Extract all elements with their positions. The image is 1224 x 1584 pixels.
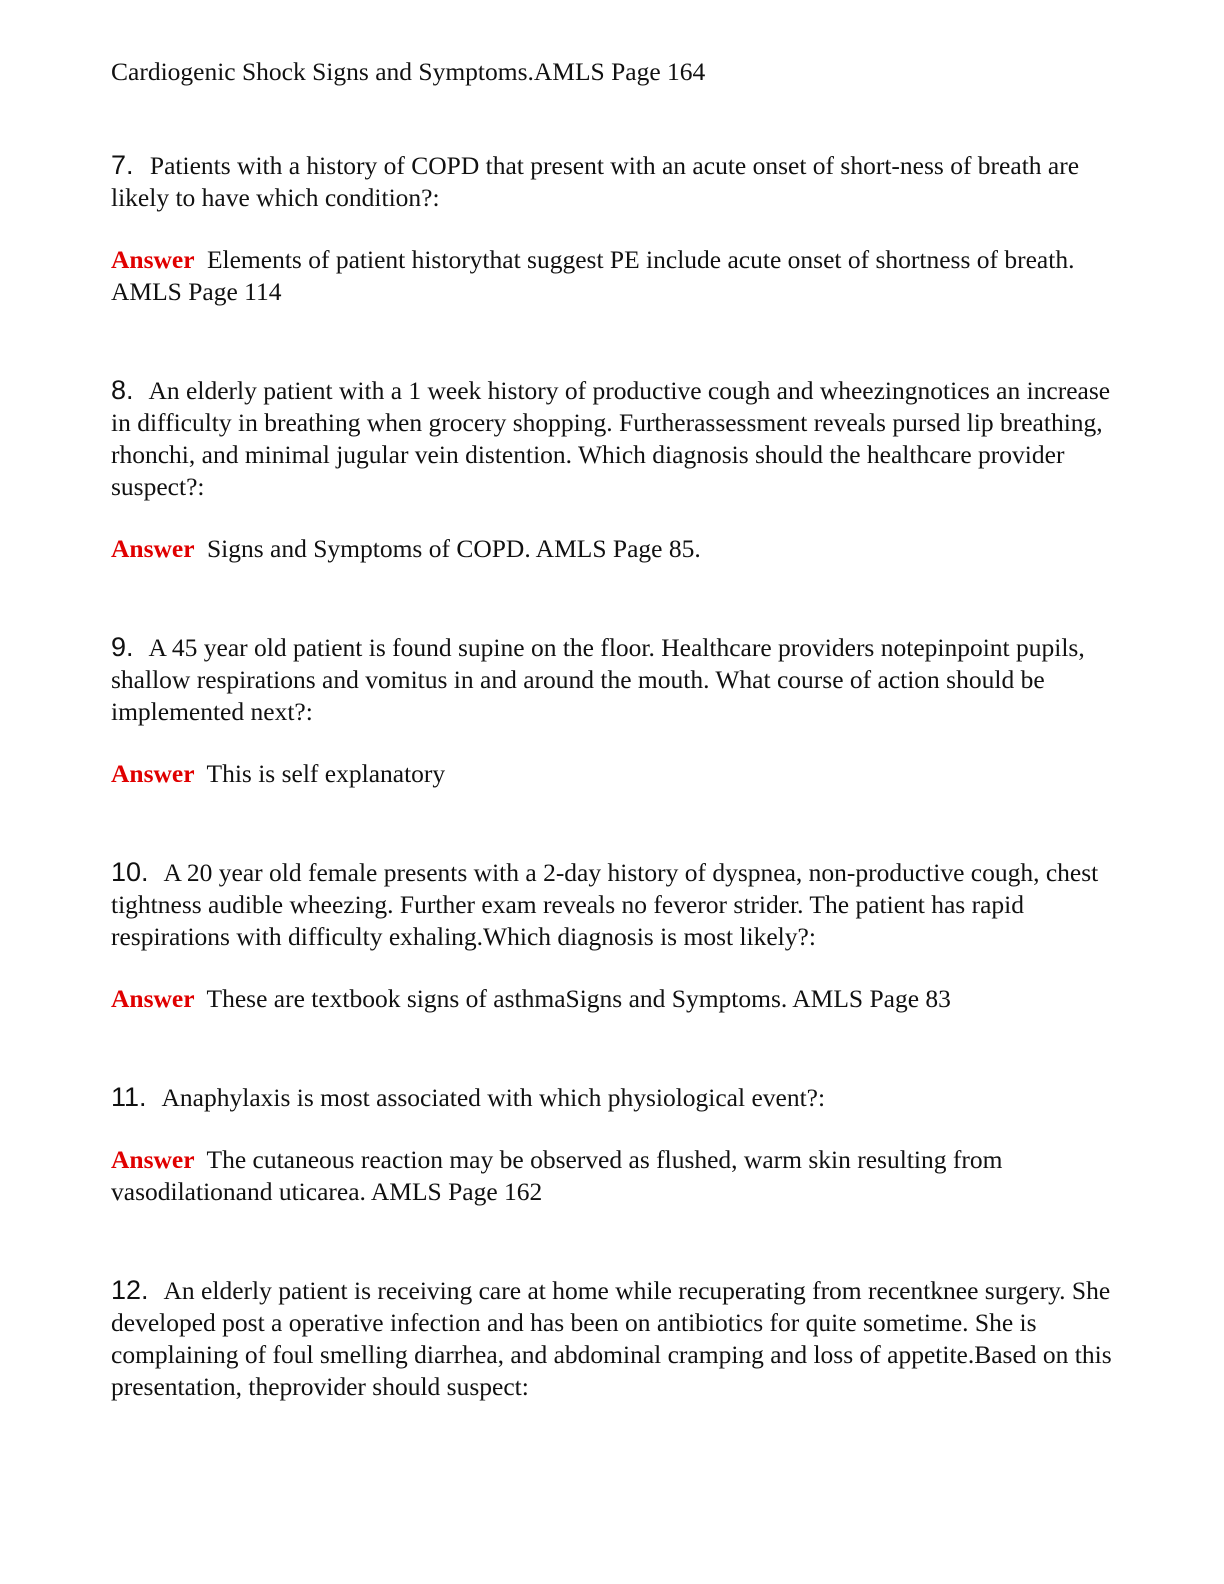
question-12 <box>111 1274 1121 1403</box>
answer-text: These are textbook signs of asthmaSigns and Symptoms. AMLS Page 83 <box>206 984 951 1013</box>
question-text: An elderly patient is receiving care at home while recuperating from recentknee surgery. She developed post a operative infection and has been on antibiotics for quite sometime. She is complaining of foul smelling diarrhea, and abdominal cramping and loss of appetite.Based on this presentation, theprovider should suspect: <box>111 1276 1112 1401</box>
document-page <box>111 56 1121 1433</box>
answer-9 <box>111 758 1121 790</box>
answer-label: Answer <box>111 759 195 788</box>
question-number: 12. <box>111 1275 149 1305</box>
question-8 <box>111 374 1121 503</box>
question-number: 8. <box>111 375 134 405</box>
question-text: Patients with a history of COPD that present with an acute onset of short-ness of breath are likely to have which condition?: <box>111 151 1080 212</box>
answer-text: The cutaneous reaction may be observed as flushed, warm skin resulting from vasodilationand uticarea. AMLS Page 162 <box>111 1145 1003 1206</box>
answer-label: Answer <box>111 984 195 1013</box>
answer-label: Answer <box>111 1145 195 1174</box>
answer-7 <box>111 244 1121 308</box>
answer-8 <box>111 533 1121 565</box>
answer-11 <box>111 1144 1121 1208</box>
question-7 <box>111 149 1121 214</box>
question-number: 11. <box>111 1082 147 1112</box>
question-number: 7. <box>111 150 134 180</box>
question-text: A 20 year old female presents with a 2-day history of dyspnea, non-productive cough, chest tightness audible wheezing. Further exam reveals no feveror strider. The patient has rapid respirations with difficulty exhaling.Which diagnosis is most likely?: <box>111 858 1099 951</box>
question-number: 10. <box>111 857 149 887</box>
question-9 <box>111 631 1121 728</box>
intro-line: Cardiogenic Shock Signs and Symptoms.AMLS Page 164 <box>111 57 706 86</box>
question-text: A 45 year old patient is found supine on the floor. Healthcare providers notepinpoint pupils, shallow respirations and vomitus in and around the mouth. What course of action should be implemented next?: <box>111 633 1085 726</box>
answer-text: Signs and Symptoms of COPD. AMLS Page 85. <box>206 534 701 563</box>
answer-10 <box>111 983 1121 1015</box>
question-10 <box>111 856 1121 953</box>
question-text: An elderly patient with a 1 week history of productive cough and wheezingnotices an increase in difficulty in breathing when grocery shopping. Furtherassessment reveals pursed lip breathing, rhonchi, and minimal jugular vein distention. Which diagnosis should the healthcare provider suspect?: <box>111 376 1111 501</box>
answer-text: This is self explanatory <box>206 759 446 788</box>
question-11 <box>111 1081 1121 1114</box>
answer-text: Elements of patient historythat suggest PE include acute onset of shortness of breath. AMLS Page 114 <box>111 245 1075 306</box>
question-text: Anaphylaxis is most associated with which physiological event?: <box>161 1083 826 1112</box>
answer-label: Answer <box>111 245 195 274</box>
question-number: 9. <box>111 632 134 662</box>
answer-label: Answer <box>111 534 195 563</box>
